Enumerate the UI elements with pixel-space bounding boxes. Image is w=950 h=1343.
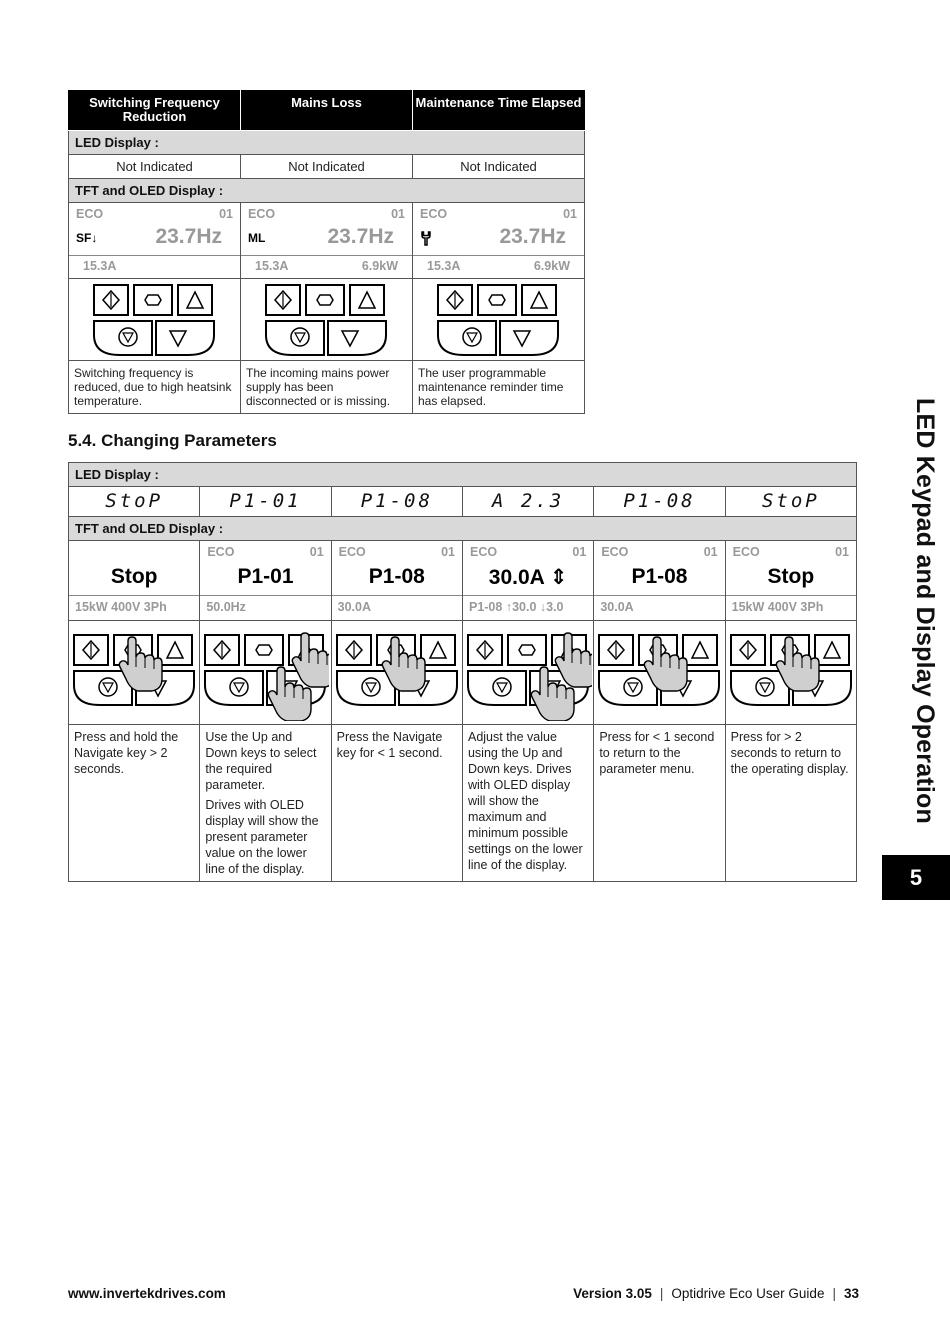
keypad-hand-icon [464, 621, 592, 721]
keypad-icon [262, 279, 392, 359]
oled-number: 01 [572, 545, 587, 559]
chapter-number-tab: 5 [882, 855, 950, 900]
footer-page-number: 33 [843, 1286, 859, 1301]
keypad-hand-icon [201, 621, 329, 721]
description-row [69, 361, 585, 414]
description-text: Press for < 1 second to return to the parameter menu. [599, 730, 715, 776]
oled-screen [462, 541, 593, 621]
oled-current: 15.3A [255, 259, 289, 273]
description-text: Use the Up and Down keys to select the required parameter. [205, 730, 317, 792]
header-maintenance: Maintenance Time Elapsed [413, 91, 585, 131]
wrench-icon [420, 231, 432, 250]
led-display-label: LED Display : [69, 463, 857, 487]
keypad [69, 279, 241, 361]
oled-mode: ECO [732, 545, 760, 559]
keypad-hand-icon [333, 621, 461, 721]
led-segment-value: P1-08 [331, 487, 462, 517]
keypad-row [69, 621, 857, 725]
header-switching-frequency: Switching Frequency Reduction [69, 91, 241, 131]
oled-mode: ECO [469, 545, 498, 559]
oled-mode: ECO [76, 207, 104, 221]
oled-screen [69, 203, 241, 279]
oled-screen [241, 203, 413, 279]
oled-flag: SF↓ [76, 231, 98, 245]
oled-mode: ECO [207, 545, 235, 559]
description-text: Adjust the value using the Up and Down keys. Drives with OLED display will show the maximum and minimum possible settings on the lower line of the display. [467, 730, 583, 872]
led-segment-value: StoP [69, 487, 200, 517]
oled-lower-line: 50.0Hz [206, 600, 246, 614]
oled-lower-line: 30.0A [600, 600, 634, 614]
keypad-row [69, 279, 585, 361]
led-value: Not Indicated [69, 155, 241, 179]
status-indication-table [68, 90, 585, 414]
oled-power: 6.9kW [533, 259, 570, 273]
oled-mode: ECO [338, 545, 366, 559]
oled-mode: ECO [248, 207, 276, 221]
description [331, 725, 462, 882]
keypad-up-down-press [462, 621, 593, 725]
footer-info: Version 3.05 | Optidrive Eco User Guide | 33 [573, 1286, 859, 1301]
keypad-hand-icon [727, 621, 855, 721]
oled-number: 01 [563, 207, 577, 221]
oled-frequency: 23.7Hz [155, 225, 222, 248]
description-row [69, 725, 857, 882]
led-value: Not Indicated [241, 155, 413, 179]
oled-main-value: P1-01 [237, 565, 294, 588]
oled-mode: ECO [601, 545, 629, 559]
keypad-hand-icon [70, 621, 198, 721]
oled-frequency: 23.7Hz [327, 225, 394, 248]
led-segment-value: P1-08 [594, 487, 725, 517]
keypad-navigate-press [69, 621, 200, 725]
description-text: Press for > 2 seconds to return to the operating display. [730, 730, 849, 776]
keypad-hand-icon [595, 621, 723, 721]
oled-main-value: Stop [110, 565, 158, 588]
footer-version: Version 3.05 [573, 1286, 652, 1301]
section-title: 5.4. Changing Parameters [68, 431, 277, 450]
oled-screen [594, 541, 725, 621]
oled-number: 01 [441, 545, 455, 559]
description [462, 725, 593, 882]
oled-flag: ML [248, 231, 266, 245]
oled-screen [200, 541, 331, 621]
description: The incoming mains power supply has been disconnected or is missing. [241, 361, 413, 414]
description [594, 725, 725, 882]
oled-row [69, 203, 585, 279]
oled-current: 15.3A [427, 259, 461, 273]
oled-screen [69, 541, 200, 621]
description-text: Press the Navigate key for < 1 second. [336, 730, 443, 760]
keypad [241, 279, 413, 361]
keypad [413, 279, 585, 361]
keypad-navigate-press [594, 621, 725, 725]
keypad-navigate-press [725, 621, 856, 725]
oled-main-value: Stop [767, 565, 815, 588]
oled-main-value: P1-08 [368, 565, 425, 588]
led-segment-value: A 2.3 [462, 487, 593, 517]
keypad-up-down-press [200, 621, 331, 725]
description [200, 725, 331, 882]
keypad-icon [90, 279, 220, 359]
led-segment-value: StoP [725, 487, 856, 517]
led-values-row [69, 487, 857, 517]
oled-row [69, 541, 857, 621]
description [725, 725, 856, 882]
oled-lower-line: 30.0A [337, 600, 372, 614]
oled-mode: ECO [420, 207, 448, 221]
oled-power: 6.9kW [361, 259, 398, 273]
footer-guide: Optidrive Eco User Guide [671, 1286, 825, 1301]
oled-number: 01 [391, 207, 405, 221]
oled-current: 15.3A [83, 259, 117, 273]
led-segment-value: P1-01 [200, 487, 331, 517]
footer-website[interactable]: www.invertekdrives.com [68, 1286, 226, 1301]
oled-lower-line: P1-08 ↑30.0 ↓3.0 [468, 600, 564, 614]
changing-parameters-table [68, 462, 857, 882]
keypad-icon [434, 279, 564, 359]
header-mains-loss: Mains Loss [241, 91, 413, 131]
tft-display-label: TFT and OLED Display : [69, 179, 585, 203]
chapter-side-title: LED Keypad and Display Operation [911, 398, 939, 824]
oled-lower-line: 15kW 400V 3Ph [75, 600, 167, 614]
oled-main-value: 30.0A ⇕ [488, 566, 568, 589]
oled-screen [331, 541, 462, 621]
description-text: Press and hold the Navigate key > 2 seconds. [74, 730, 179, 776]
oled-screen [413, 203, 585, 279]
oled-frequency: 23.7Hz [499, 225, 566, 248]
led-values-row [69, 155, 585, 179]
keypad-navigate-press [331, 621, 462, 725]
table-header-row [69, 91, 585, 131]
description-text: Drives with OLED display will show the present parameter value on the lower line of the display. [205, 798, 319, 876]
led-value: Not Indicated [413, 155, 585, 179]
oled-number: 01 [309, 545, 324, 559]
oled-screen [725, 541, 856, 621]
description [69, 725, 200, 882]
oled-lower-line: 15kW 400V 3Ph [731, 600, 824, 614]
tft-display-label: TFT and OLED Display : [69, 517, 857, 541]
oled-number: 01 [219, 207, 233, 221]
led-display-label: LED Display : [69, 131, 585, 155]
description: The user programmable maintenance reminder time has elapsed. [413, 361, 585, 414]
oled-main-value: P1-08 [631, 565, 688, 588]
description: Switching frequency is reduced, due to high heatsink temperature. [69, 361, 241, 414]
oled-number: 01 [703, 545, 718, 559]
oled-number: 01 [835, 545, 850, 559]
